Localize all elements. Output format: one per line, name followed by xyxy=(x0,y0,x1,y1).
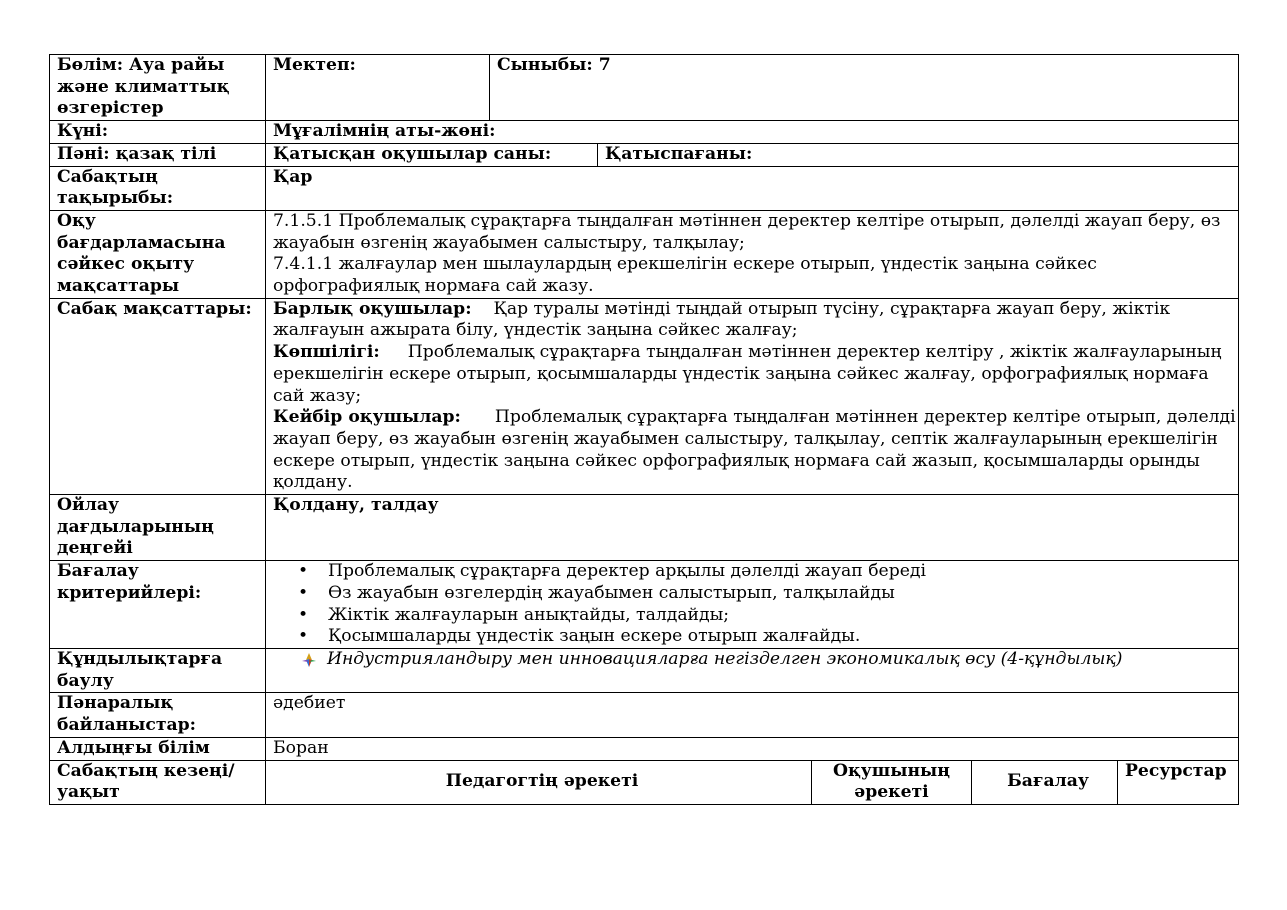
assessment-header: Бағалау xyxy=(972,760,1118,804)
table-row xyxy=(50,210,1239,298)
thinking-value: Қолдану, талдау xyxy=(266,495,1239,561)
topic-value: Қар xyxy=(266,166,1239,210)
colored-bullet-icon xyxy=(301,652,317,668)
resources-header: Ресурстар xyxy=(1118,760,1239,804)
section-cell: Бөлім: Ауа райы және климаттық өзгерістер xyxy=(50,55,266,121)
table-row xyxy=(50,737,1239,760)
prior-label: Алдыңғы білім xyxy=(50,737,266,760)
subject-cell: Пәні: қазақ тілі xyxy=(50,143,266,166)
table-row xyxy=(50,648,1239,692)
objectives-label: Оқу бағдарламасына сәйкес оқыту мақсаттары xyxy=(50,210,266,298)
table-row xyxy=(50,298,1239,494)
thinking-label: Ойлау дағдыларының деңгейі xyxy=(50,495,266,561)
list-item: • Проблемалық сұрақтарға деректер арқылы дәлелді жауап береді xyxy=(328,561,1238,583)
criteria-label: Бағалау критерийлері: xyxy=(50,561,266,649)
objective-1: 7.1.5.1 Проблемалық сұрақтарға тыңдалған мәтіннен деректер келтіре отырып, дәлелді жауап беру, өз жауабын өзгенің жауабымен салыстыру, талқылау; xyxy=(273,210,1221,253)
student-action-header: Оқушының әрекеті xyxy=(812,760,972,804)
links-label: Пәнаралық байланыстар: xyxy=(50,693,266,737)
table-row xyxy=(50,495,1239,561)
goal-all-label: Барлық оқушылар: xyxy=(273,298,472,319)
table-row xyxy=(50,561,1239,649)
links-value: әдебиет xyxy=(266,693,1239,737)
teacher-cell: Мұғалімнің аты-жөні: xyxy=(266,121,1239,144)
prior-value: Боран xyxy=(266,737,1239,760)
criteria-list xyxy=(273,561,1238,648)
absent-cell: Қатыспағаны: xyxy=(598,143,1239,166)
goal-some-text: Проблемалық сұрақтарға тыңдалған мәтіннен деректер келтіре отырып, дәлелді жауап беру, өз жауабын өзгенің жауабымен салыстыру, талқылау, септік жалғауларының ерекшелігін ескере отырып, үндестік заңына сәйкес орфографиялық нормаға сай жазып, қосымшаларды орынды қолдану. xyxy=(273,407,1236,493)
date-cell: Күні: xyxy=(50,121,266,144)
grade-cell: Сыныбы: 7 xyxy=(490,55,1239,121)
table-row xyxy=(50,693,1239,737)
goal-some xyxy=(273,407,1238,494)
attended-cell: Қатысқан оқушылар саны: xyxy=(266,143,598,166)
lesson-plan-table xyxy=(49,54,1239,805)
table-row xyxy=(50,121,1239,144)
values-text: Индустрияландыру мен инновацияларға негізделген экономикалық өсу (4-құндылық) xyxy=(327,648,1123,669)
table-row xyxy=(50,166,1239,210)
goal-all-text: Қар туралы мәтінді тыңдай отырып түсіну, сұрақтарға жауап беру, жіктік жалғауын ажырата білу, үндестік заңына сәйкес жалғау; xyxy=(273,298,1171,341)
objectives-cell xyxy=(266,210,1239,298)
table-row xyxy=(50,143,1239,166)
values-cell xyxy=(266,648,1239,692)
goal-most xyxy=(273,342,1238,407)
table-row xyxy=(50,760,1239,804)
table-row xyxy=(50,55,1239,121)
list-item: • Өз жауабын өзгелердің жауабымен салыстырып, талқылайды xyxy=(328,583,1238,605)
list-item: • Қосымшаларды үндестік заңын ескере отырып жалғайды. xyxy=(328,626,1238,648)
goal-most-label: Көпшілігі: xyxy=(273,342,380,363)
stage-header: Сабақтың кезеңі/ уақыт xyxy=(50,760,266,804)
teacher-action-header: Педагогтің әрекеті xyxy=(266,760,812,804)
topic-label: Сабақтың тақырыбы: xyxy=(50,166,266,210)
goals-label: Сабақ мақсаттары: xyxy=(50,298,266,494)
goals-cell xyxy=(266,298,1239,494)
values-label: Құндылықтарға баулу xyxy=(50,648,266,692)
goal-some-label: Кейбір оқушылар: xyxy=(273,407,461,428)
objective-2: 7.4.1.1 жалғаулар мен шылаулардың ерекшелігін ескере отырып, үндестік заңына сәйкес орфографиялық нормаға сай жазу. xyxy=(273,254,1097,297)
list-item: • Жіктік жалғауларын анықтайды, талдайды; xyxy=(328,605,1238,627)
criteria-cell xyxy=(266,561,1239,649)
school-cell: Мектеп: xyxy=(266,55,490,121)
goal-most-text: Проблемалық сұрақтарға тыңдалған мәтіннен деректер келтіру , жіктік жалғауларының ерекшелігін ескере отырып, қосымшаларды үндестік заңына сәйкес жалғау, орфографиялық нормаға сай жазу; xyxy=(273,342,1222,406)
goal-all xyxy=(273,299,1238,342)
